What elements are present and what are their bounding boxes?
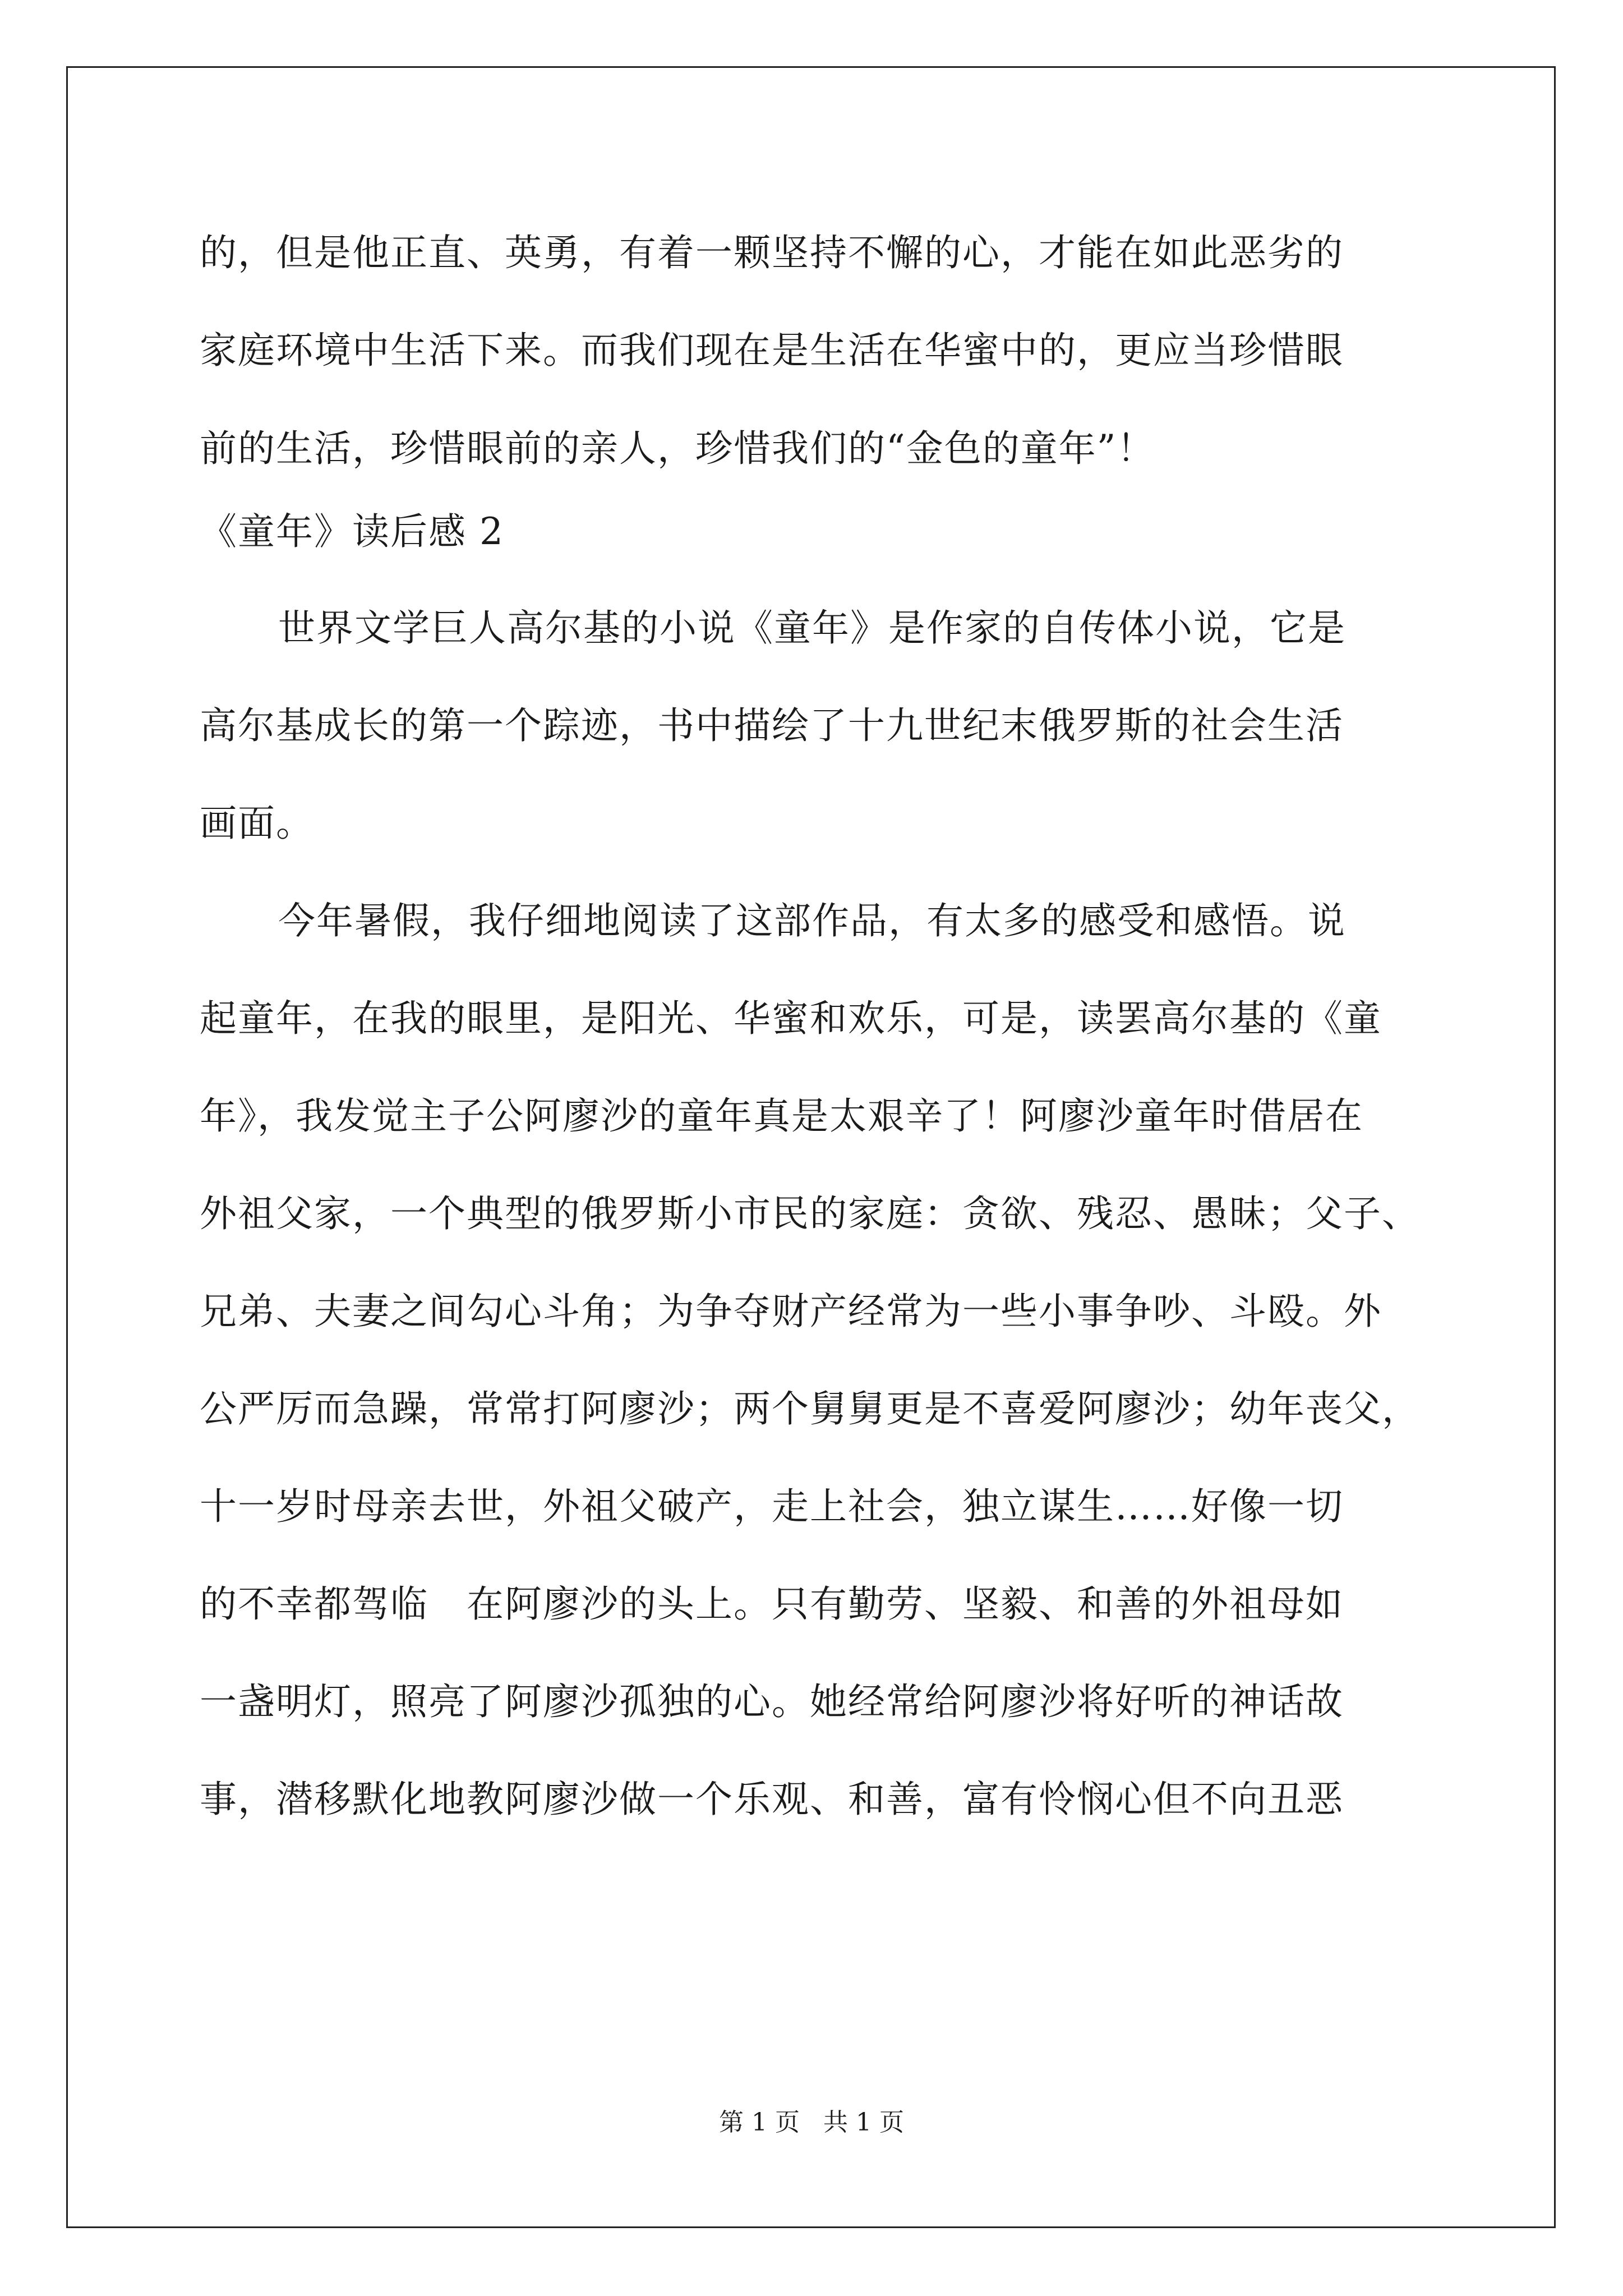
page-footer (0, 2110, 1623, 2135)
paragraph-first-line: 今年暑假，我仔细地阅读了这部作品，有太多的感受和感悟。说 (278, 899, 1346, 942)
text-line: 外祖父家，一个典型的俄罗斯小市民的家庭：贪欲、残忍、愚昧；父子、 (200, 1192, 1420, 1235)
page-total: 共 1 页 (823, 2108, 904, 2137)
text-line: 家庭环境中生活下来。而我们现在是生活在华蜜中的，更应当珍惜眼 (200, 329, 1344, 372)
text-line: 事，潜移默化地教阿廖沙做一个乐观、和善，富有怜悯心但不向丑恶 (200, 1778, 1344, 1821)
text-line: 公严厉而急躁，常常打阿廖沙；两个舅舅更是不喜爱阿廖沙；幼年丧父， (200, 1387, 1420, 1430)
text-line: 前的生活，珍惜眼前的亲人，珍惜我们的“金色的童年”！ (200, 427, 1155, 470)
paragraph-first-line: 世界文学巨人高尔基的小说《童年》是作家的自传体小说，它是 (278, 606, 1346, 650)
text-line: 一盏明灯，照亮了阿廖沙孤独的心。她经常给阿廖沙将好听的神话故 (200, 1680, 1344, 1723)
text-line: 画面。 (200, 802, 314, 845)
text-line: 兄弟、夫妻之间勾心斗角；为争夺财产经常为一些小事争吵、斗殴。外 (200, 1290, 1382, 1333)
text-line: 起童年，在我的眼里，是阳光、华蜜和欢乐，可是，读罢高尔基的《童 (200, 997, 1382, 1040)
text-line: 的，但是他正直、英勇，有着一颗坚持不懈的心，才能在如此恶劣的 (200, 231, 1344, 274)
text-line: 的不幸都驾临 在阿廖沙的头上。只有勤劳、坚毅、和善的外祖母如 (200, 1582, 1344, 1626)
text-line: 年》，我发觉主子公阿廖沙的童年真是太艰辛了！阿廖沙童年时借居在 (200, 1094, 1363, 1138)
section-heading: 《童年》读后感 2 (200, 510, 504, 553)
text-line: 十一岁时母亲去世，外祖父破产，走上社会，独立谋生……好像一切 (200, 1485, 1344, 1528)
page-border (66, 66, 1556, 2228)
text-line: 高尔基成长的第一个踪迹，书中描绘了十九世纪末俄罗斯的社会生活 (200, 704, 1344, 747)
page-number: 第 1 页 (719, 2108, 800, 2137)
